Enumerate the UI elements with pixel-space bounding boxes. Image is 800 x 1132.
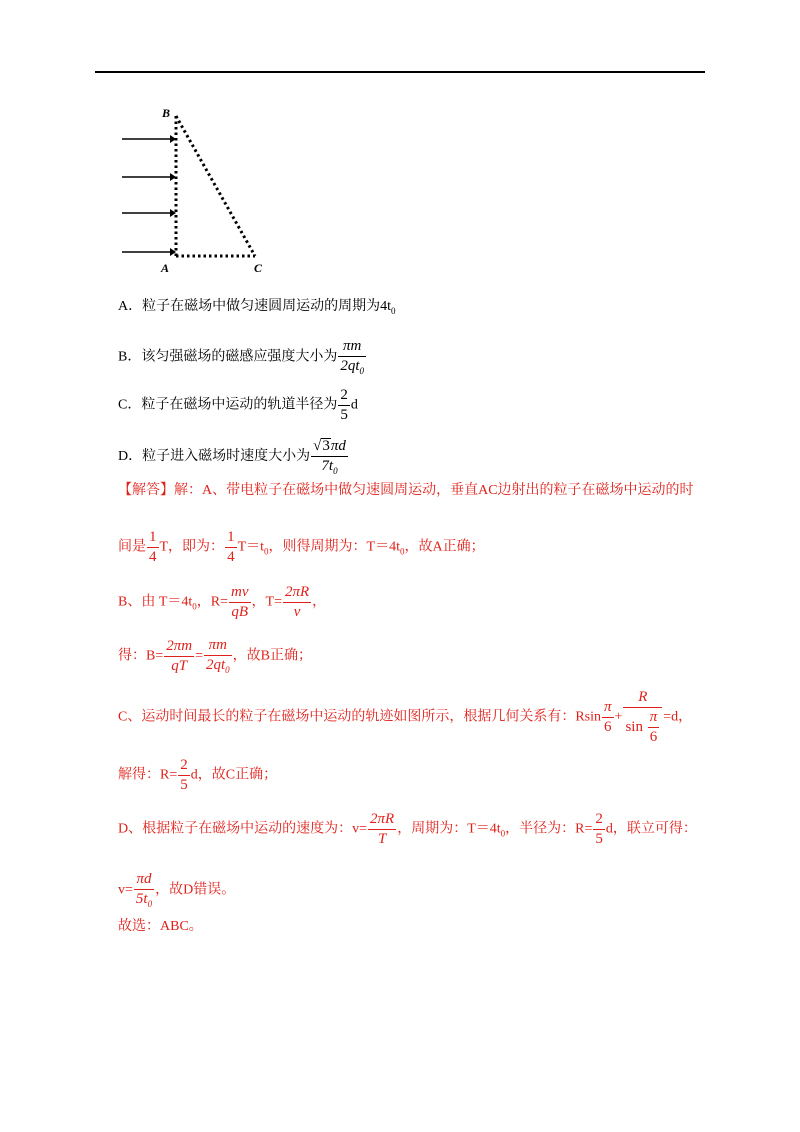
frac-den-text: 7t xyxy=(321,458,334,474)
text: 解得：R= xyxy=(118,767,178,783)
option-d-text: D．粒子进入磁场时速度大小为 xyxy=(118,449,311,465)
text: ，故D错误。 xyxy=(155,882,236,898)
text: ，T= xyxy=(251,594,282,610)
frac-den xyxy=(623,708,662,745)
sub: 0 xyxy=(264,546,269,557)
option-a-sub: 0 xyxy=(391,305,396,316)
fraction xyxy=(204,638,232,675)
frac-num: 2πR xyxy=(283,585,311,603)
frac-den-text: 5t xyxy=(135,891,148,907)
text: ，故A正确； xyxy=(404,539,485,555)
fraction xyxy=(164,639,194,674)
label-a: A xyxy=(161,261,170,275)
solution-line-8 xyxy=(118,872,235,909)
frac-den: v xyxy=(293,604,301,620)
fraction xyxy=(229,585,251,620)
option-a-text: A．粒子在磁场中做匀速圆周运动的周期为4t xyxy=(118,299,391,314)
frac-num xyxy=(311,438,348,457)
fraction xyxy=(147,530,159,565)
sub: 0 xyxy=(192,601,197,612)
option-d xyxy=(118,438,349,476)
solution-line-3 xyxy=(118,585,326,620)
text: C、运动时间最长的粒子在磁场中运动的轨迹如图所示，根据几何关系有：Rsin xyxy=(118,709,602,725)
frac-den: T xyxy=(377,831,387,847)
frac-den: 5 xyxy=(595,831,603,847)
text: 得：B= xyxy=(118,648,164,664)
option-c-tail: d xyxy=(350,397,358,413)
fraction xyxy=(178,758,190,793)
frac-den xyxy=(204,656,232,675)
option-b xyxy=(118,339,367,376)
text: T，即为： xyxy=(159,539,225,555)
label-c: C xyxy=(254,261,263,275)
text: ，周期为：T＝4t xyxy=(397,821,501,837)
fraction xyxy=(593,812,605,847)
text: 故选：ABC。 xyxy=(118,919,203,934)
text: B、由 T＝4t xyxy=(118,594,193,610)
sub: 0 xyxy=(225,665,230,675)
text: ，则得周期为：T＝4t xyxy=(268,539,400,555)
label-b: B xyxy=(162,106,171,120)
fraction xyxy=(648,710,660,745)
text: sin xyxy=(625,718,643,735)
solution-line-5 xyxy=(118,690,692,745)
triangle-diagram xyxy=(118,100,278,280)
solution-line-1-text: 解：A、带电粒子在磁场中做匀速圆周运动，垂直AC边射出的粒子在磁场中运动的时 xyxy=(174,483,694,498)
sqrt-symbol: √ xyxy=(313,438,322,454)
frac-num: π xyxy=(648,710,660,728)
frac-den: 6 xyxy=(604,719,612,735)
solution-line-2 xyxy=(118,530,485,565)
frac-den: qT xyxy=(171,658,188,674)
fraction xyxy=(134,872,154,909)
text: =d， xyxy=(663,709,693,725)
frac-den: 6 xyxy=(649,729,658,745)
text: T＝t xyxy=(237,539,265,555)
frac-den xyxy=(311,457,348,476)
frac-den: 5 xyxy=(340,407,348,423)
frac-num: πm xyxy=(338,339,366,357)
sqrt-radicand: 3 xyxy=(322,438,330,454)
option-b-fraction xyxy=(338,339,366,376)
frac-num: πd xyxy=(134,872,154,890)
frac-num: 1 xyxy=(147,530,159,548)
text: v= xyxy=(118,882,133,898)
frac-den: qB xyxy=(231,604,249,620)
option-a xyxy=(118,298,396,320)
option-c xyxy=(118,388,358,423)
text: D、根据粒子在磁场中运动的速度为：v= xyxy=(118,821,368,837)
text: d，联立可得： xyxy=(605,821,697,837)
sub: 0 xyxy=(399,546,405,557)
frac-num: R xyxy=(623,690,662,708)
option-b-text: B．该匀强磁场的磁感应强度大小为 xyxy=(118,349,338,365)
fraction xyxy=(623,690,662,745)
frac-num: 2πm xyxy=(164,639,194,657)
frac-num-tail: πd xyxy=(330,438,346,454)
frac-num: 1 xyxy=(225,530,237,548)
text: = xyxy=(195,648,203,664)
text: + xyxy=(614,709,623,725)
frac-num: mv xyxy=(229,585,251,603)
header-rule xyxy=(95,71,705,73)
frac-den: 5 xyxy=(180,777,188,793)
frac-den xyxy=(134,890,154,909)
frac-num: 2 xyxy=(593,812,605,830)
option-c-fraction xyxy=(338,388,350,423)
frac-num: π xyxy=(602,700,614,718)
solution-line-4 xyxy=(118,638,312,675)
frac-den-text: 2qt xyxy=(340,358,360,374)
text: ，R= xyxy=(196,594,229,610)
solution-line-1 xyxy=(118,482,694,500)
sub: 0 xyxy=(147,899,153,909)
frac-num: 2 xyxy=(178,758,190,776)
option-d-fraction xyxy=(311,438,348,476)
text: ，故B正确； xyxy=(232,648,313,664)
text: d，故C正确； xyxy=(190,767,278,783)
solution-line-7 xyxy=(118,812,697,847)
solution-line-6 xyxy=(118,758,277,793)
frac-num: πm xyxy=(204,638,232,656)
option-c-text: C．粒子在磁场中运动的轨道半径为 xyxy=(118,397,338,413)
text: ， xyxy=(312,594,327,610)
fraction xyxy=(225,530,237,565)
fraction xyxy=(368,812,396,847)
solution-line-9 xyxy=(118,918,203,936)
frac-den: 4 xyxy=(149,549,157,565)
fraction xyxy=(283,585,311,620)
frac-den-sub: 0 xyxy=(333,466,338,476)
solution-tag: 【解答】 xyxy=(118,483,174,498)
frac-num: 2πR xyxy=(368,812,396,830)
frac-den xyxy=(338,357,366,376)
frac-num: 2 xyxy=(338,388,350,406)
frac-den-text: 2qt xyxy=(206,657,226,673)
text: 间是 xyxy=(118,539,146,555)
fraction xyxy=(602,700,614,735)
triangle-figure xyxy=(118,100,278,280)
frac-den: 4 xyxy=(227,549,235,565)
frac-den-sub: 0 xyxy=(359,366,365,376)
text: ，半径为：R= xyxy=(505,821,593,837)
sub: 0 xyxy=(500,828,506,839)
